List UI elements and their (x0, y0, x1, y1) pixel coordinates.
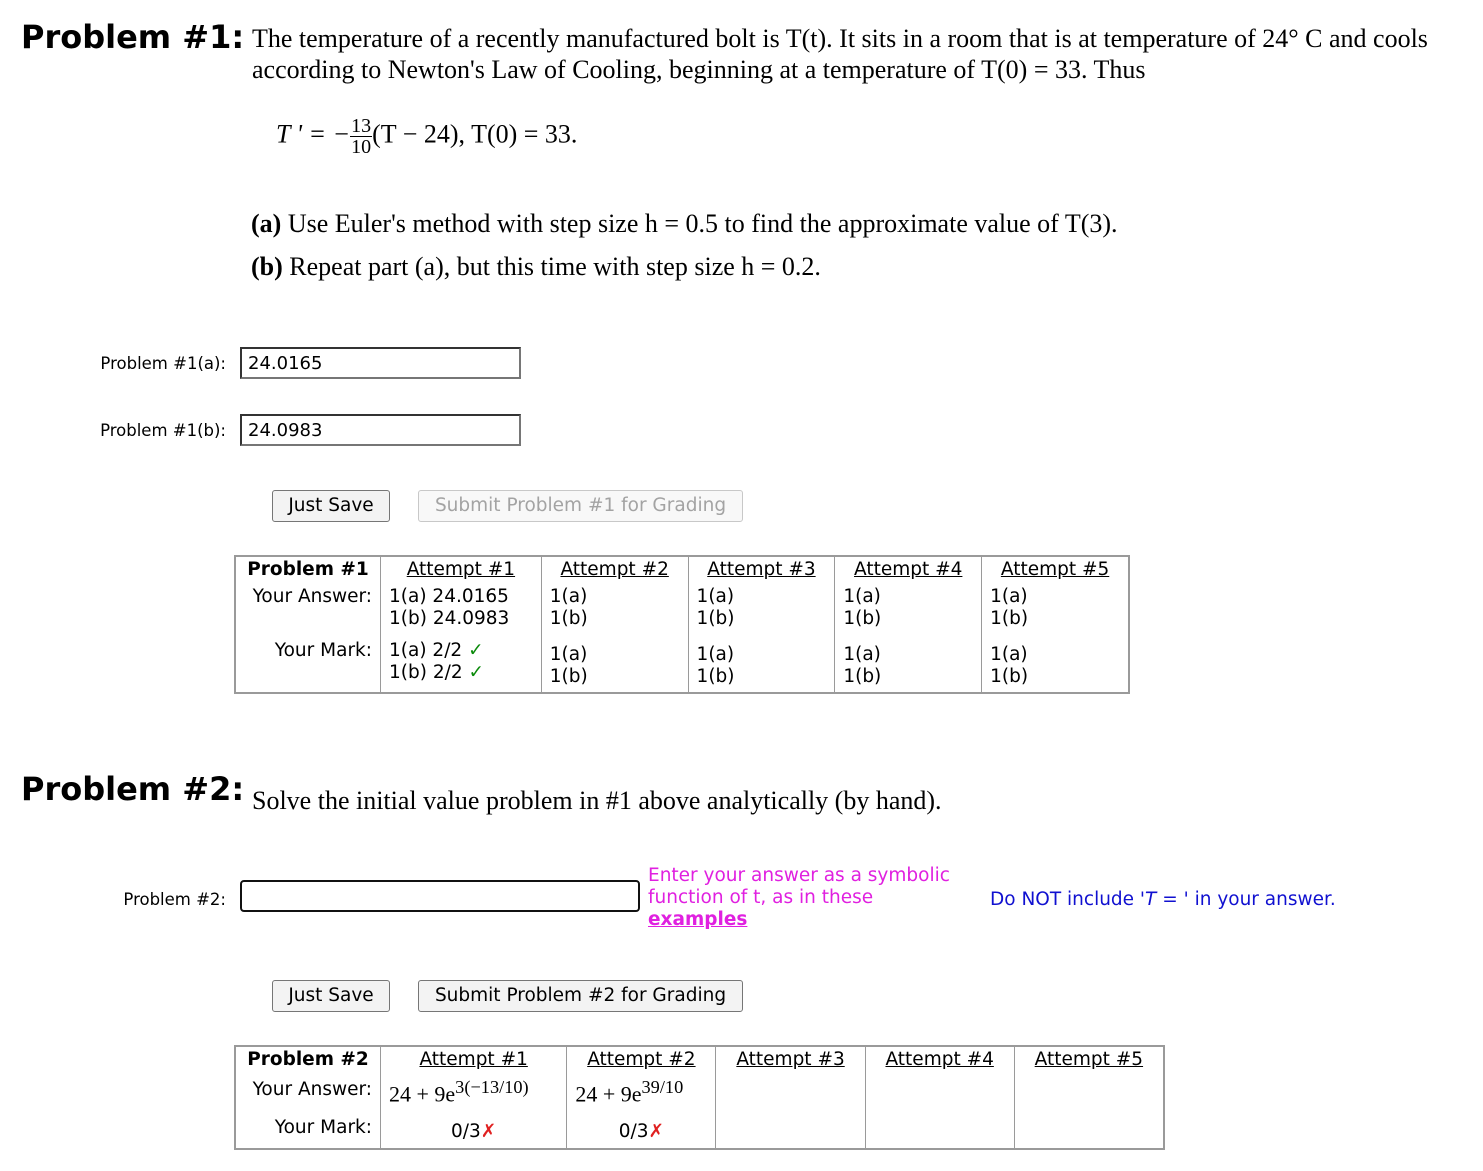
just-save-button-1[interactable]: Just Save (272, 490, 390, 522)
table-header-row (235, 1046, 1164, 1075)
your-answer-row (235, 582, 1129, 632)
your-answer-label: Your Answer: (235, 1075, 381, 1113)
mark: 0/3 (451, 1121, 481, 1143)
answer-exponent: 3(−13/10) (455, 1077, 529, 1097)
answer-base: 24 + 9e (389, 1081, 456, 1107)
your-mark-row (235, 1113, 1164, 1149)
attempt-1-answer (381, 1075, 567, 1113)
attempt-3-mark (688, 632, 835, 693)
problem-1-part-a (251, 209, 1118, 239)
input-2-label: Problem #2: (123, 890, 226, 909)
attempt-4-answer (835, 582, 982, 632)
mark-a: 1(a) (843, 644, 881, 665)
part-b-text: Repeat part (a), but this time with step size h = 0.2. (289, 252, 821, 281)
attempt-2-header[interactable]: Attempt #2 (541, 556, 688, 582)
attempt-2-answer (541, 582, 688, 632)
answer-b: 1(b) (696, 608, 735, 629)
table-header-row (235, 556, 1129, 582)
attempt-2-answer (567, 1075, 716, 1113)
mark-b: 1(b) (549, 666, 588, 687)
problem-2-title: Problem #2: (21, 770, 245, 808)
your-mark-label: Your Mark: (235, 1113, 381, 1149)
answer-1b-input[interactable] (240, 414, 521, 446)
mark-a: 1(a) (696, 644, 735, 665)
your-answer-label: Your Answer: (235, 582, 381, 632)
mark: 0/3 (618, 1121, 649, 1143)
examples-link[interactable]: examples (648, 909, 748, 930)
attempt-4-header[interactable]: Attempt #4 (865, 1046, 1014, 1075)
attempt-5-mark (1014, 1113, 1164, 1149)
attempt-1-mark (381, 632, 542, 693)
table-head-cell: Problem #2 (235, 1046, 381, 1075)
problem-1-part-b (251, 252, 821, 282)
part-a-tag: (a) (251, 209, 282, 238)
no-t-warning (990, 889, 1336, 910)
attempt-3-header[interactable]: Attempt #3 (716, 1046, 865, 1075)
your-mark-row (235, 632, 1129, 693)
mark-b: 1(b) (843, 666, 882, 687)
equation-lhs: T ' = − (276, 119, 351, 149)
answer-a: 1(a) (990, 586, 1028, 607)
answer-b: 1(b) (990, 608, 1029, 629)
answer-exponent: 39/10 (641, 1077, 684, 1097)
attempt-4-mark (835, 632, 982, 693)
mark-a: 1(a) 2/2 (389, 640, 463, 661)
attempt-4-mark (865, 1113, 1014, 1149)
your-answer-row (235, 1075, 1164, 1113)
input-1a-label: Problem #1(a): (100, 354, 226, 373)
hint-line-2: function of t, as in these (648, 887, 874, 908)
problem-2-statement: Solve the initial value problem in #1 above analytically (by hand). (252, 786, 942, 815)
attempt-1-header[interactable]: Attempt #1 (381, 556, 542, 582)
answer-b: 1(b) (843, 608, 882, 629)
attempt-3-mark (716, 1113, 865, 1149)
problem-2-attempts-table (234, 1045, 1165, 1150)
submit-problem-2-button[interactable]: Submit Problem #2 for Grading (418, 980, 743, 1012)
answer-a: 1(a) (549, 586, 588, 607)
attempt-3-answer (688, 582, 835, 632)
answer-b: 1(b) 24.0983 (389, 608, 510, 629)
answer-a: 1(a) (696, 586, 735, 607)
warning-pre: Do NOT include ' (990, 889, 1146, 910)
fraction-denominator: 10 (351, 136, 372, 158)
answer-2-input[interactable] (240, 880, 640, 912)
mark-b: 1(b) (990, 666, 1029, 687)
mark-b: 1(b) (696, 666, 735, 687)
mark-a: 1(a) (990, 644, 1028, 665)
attempt-1-answer (381, 582, 542, 632)
attempt-1-header[interactable]: Attempt #1 (381, 1046, 567, 1075)
mark-a: 1(a) (549, 644, 588, 665)
problem-1-equation (276, 116, 577, 157)
answer-base: 24 + 9e (575, 1081, 642, 1107)
equation-fraction (350, 116, 372, 157)
attempt-4-answer (865, 1075, 1014, 1113)
problem-1-attempts-table (234, 555, 1130, 694)
attempt-1-mark (381, 1113, 567, 1149)
symbolic-hint (648, 865, 950, 931)
problem-1-title: Problem #1: (21, 18, 245, 56)
answer-a: 1(a) 24.0165 (389, 586, 509, 607)
part-a-text: Use Euler's method with step size h = 0.5 to find the approximate value of T(3). (287, 209, 1118, 238)
warning-var: T (1145, 889, 1157, 910)
answer-1a-input[interactable] (240, 347, 521, 379)
input-1b-label: Problem #1(b): (100, 421, 226, 440)
attempt-2-mark (541, 632, 688, 693)
attempt-2-mark (567, 1113, 716, 1149)
attempt-5-header[interactable]: Attempt #5 (982, 556, 1129, 582)
attempt-3-header[interactable]: Attempt #3 (688, 556, 835, 582)
just-save-button-2[interactable]: Just Save (272, 980, 390, 1012)
problem-1-statement-line2: according to Newton's Law of Cooling, beginning at a temperature of T(0) = 33. Thus (252, 55, 1146, 84)
answer-b: 1(b) (549, 608, 588, 629)
attempt-2-header[interactable]: Attempt #2 (567, 1046, 716, 1075)
mark-b: 1(b) 2/2 (389, 662, 463, 683)
attempt-5-mark (982, 632, 1129, 693)
fraction-numerator: 13 (351, 115, 372, 137)
attempt-5-answer (1014, 1075, 1164, 1113)
check-icon: ✓ (468, 662, 485, 683)
part-b-tag: (b) (251, 252, 283, 281)
cross-icon: ✗ (648, 1121, 665, 1143)
answer-a: 1(a) (843, 586, 881, 607)
attempt-5-answer (982, 582, 1129, 632)
attempt-4-header[interactable]: Attempt #4 (835, 556, 982, 582)
hint-line-1: Enter your answer as a symbolic (648, 865, 950, 886)
warning-post: = ' in your answer. (1156, 889, 1336, 910)
your-mark-label: Your Mark: (235, 632, 381, 693)
check-icon: ✓ (468, 640, 484, 661)
attempt-3-answer (716, 1075, 865, 1113)
equation-rhs: (T − 24), T(0) = 33. (372, 119, 578, 149)
problem-1-statement-line1: The temperature of a recently manufactured bolt is T(t). It sits in a room that is at temperature of 24° C and cools (252, 24, 1428, 53)
cross-icon: ✗ (480, 1121, 497, 1143)
submit-problem-1-button[interactable]: Submit Problem #1 for Grading (418, 490, 743, 522)
attempt-5-header[interactable]: Attempt #5 (1014, 1046, 1164, 1075)
table-head-cell: Problem #1 (235, 556, 381, 582)
